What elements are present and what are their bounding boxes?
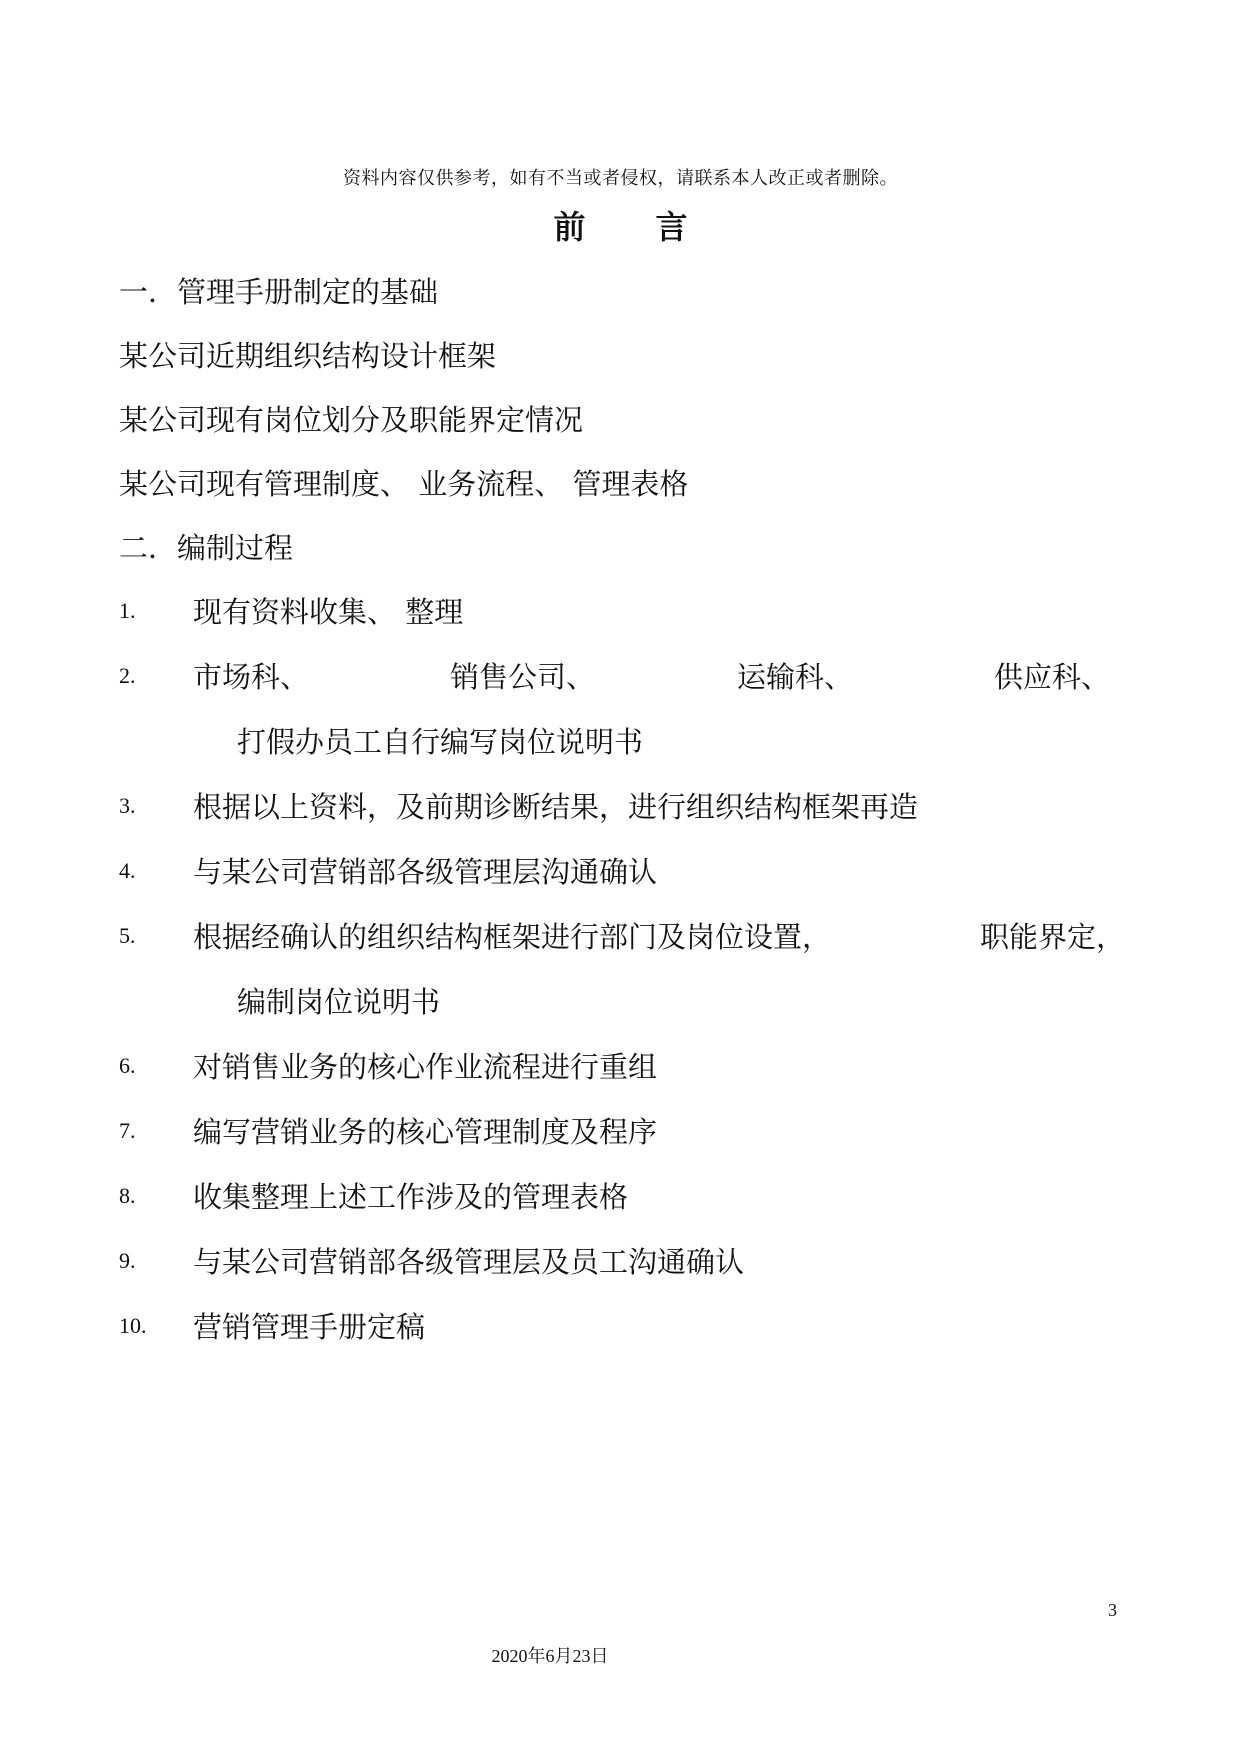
list-item-part: 职能界定， xyxy=(980,920,1126,954)
list-number: 4. xyxy=(119,858,136,883)
list-number: 5. xyxy=(119,923,136,948)
list-number: 3. xyxy=(119,793,136,818)
list-item-continuation: 打假办员工自行编写岗位说明书 xyxy=(237,725,644,759)
list-number: 7. xyxy=(119,1118,136,1143)
list-item-part: 市场科、 xyxy=(193,660,310,694)
list-item-part: 供应科、 xyxy=(994,660,1111,694)
list-number: 2. xyxy=(119,663,136,688)
list-item: 与某公司营销部各级管理层及员工沟通确认 xyxy=(193,1245,745,1279)
list-item-continuation: 编制岗位说明书 xyxy=(237,985,441,1019)
list-item: 根据经确认的组织结构框架进行部门及岗位设置， xyxy=(193,920,832,954)
footer-date: 2020年6月23日 xyxy=(491,1646,609,1666)
list-item: 对销售业务的核心作业流程进行重组 xyxy=(193,1050,658,1084)
section2-heading: 二．编制过程 xyxy=(119,531,294,565)
list-number: 1. xyxy=(119,598,136,623)
list-number: 6. xyxy=(119,1053,136,1078)
list-item: 编写营销业务的核心管理制度及程序 xyxy=(193,1115,658,1149)
page-title: 前言 xyxy=(553,208,758,246)
list-number: 8. xyxy=(119,1183,136,1208)
section1-line: 某公司近期组织结构设计框架 xyxy=(119,339,497,373)
section1-line: 某公司现有岗位划分及职能界定情况 xyxy=(119,403,584,437)
list-item: 收集整理上述工作涉及的管理表格 xyxy=(193,1180,629,1214)
list-number: 9. xyxy=(119,1248,136,1273)
list-item: 与某公司营销部各级管理层沟通确认 xyxy=(193,855,658,889)
list-item: 现有资料收集、 整理 xyxy=(193,595,464,629)
section1-line: 某公司现有管理制度、 业务流程、 管理表格 xyxy=(119,467,689,501)
list-item: 营销管理手册定稿 xyxy=(193,1310,426,1344)
page-number: 3 xyxy=(1108,1600,1117,1620)
list-item: 根据以上资料，及前期诊断结果，进行组织结构框架再造 xyxy=(193,790,919,824)
section1-heading: 一．管理手册制定的基础 xyxy=(119,275,439,309)
disclaimer: 资料内容仅供参考，如有不当或者侵权，请联系本人改正或者删除。 xyxy=(343,168,898,189)
list-number: 10. xyxy=(119,1313,147,1338)
list-item-part: 销售公司、 xyxy=(450,660,596,694)
list-item-part: 运输科、 xyxy=(737,660,854,694)
